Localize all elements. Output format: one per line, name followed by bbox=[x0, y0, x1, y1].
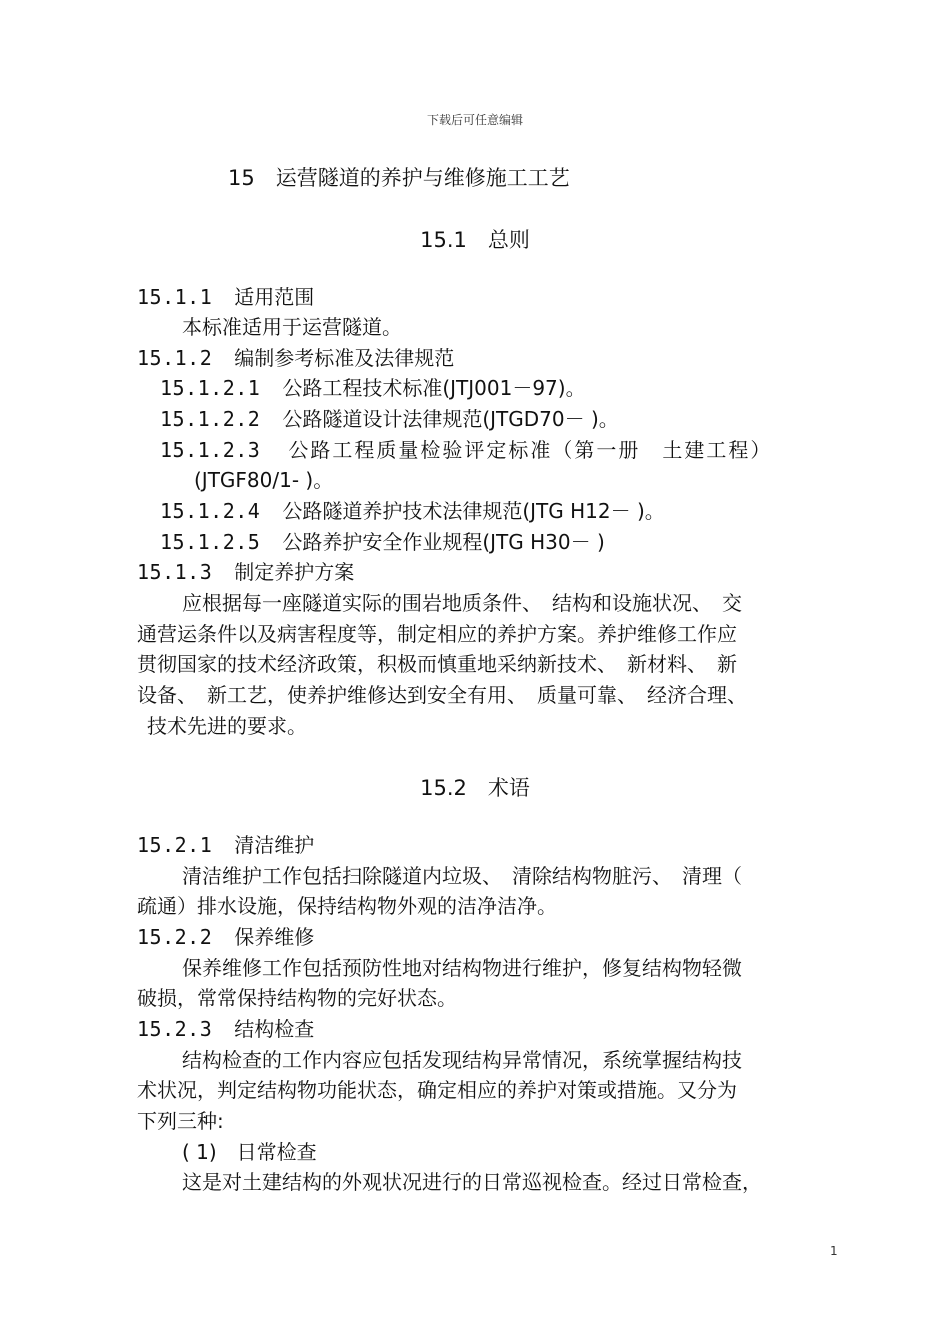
list-item bbox=[160, 437, 772, 463]
item-number: 15.1.2.3 bbox=[160, 438, 261, 462]
item-number: 15.1.2.4 bbox=[160, 499, 261, 523]
section-title-15-1: 15.1 总则 bbox=[420, 228, 530, 252]
paragraph-line: 结构检查的工作内容应包括发现结构异常情况，系统掌握结构技 bbox=[182, 1048, 742, 1072]
paragraph-line: 破损，常常保持结构物的完好状态。 bbox=[137, 986, 457, 1010]
page-number: 1 bbox=[830, 1244, 838, 1258]
item-text: 公路工程技术标准(JTJ001－97)。 bbox=[282, 376, 586, 400]
paragraph-line: 保养维修工作包括预防性地对结构物进行维护，修复结构物轻微 bbox=[182, 956, 742, 980]
clause-15-1-3 bbox=[137, 559, 354, 585]
clause-title: 适用范围 bbox=[234, 285, 315, 309]
paragraph-line: 清洁维护工作包括扫除隧道内垃圾、 清除结构物脏污、 清理（ bbox=[182, 864, 742, 888]
item-text: 公路工程质量检验评定标准（第一册 土建工程） bbox=[288, 438, 773, 462]
paragraph-line: 应根据每一座隧道实际的围岩地质条件、 结构和设施状况、 交 bbox=[182, 591, 742, 615]
paragraph-line: 疏通）排水设施，保持结构物外观的洁净洁净。 bbox=[137, 894, 557, 918]
clause-number: 15.2.1 bbox=[137, 833, 213, 857]
item-text: 公路养护安全作业规程(JTG H30－ ) bbox=[282, 530, 605, 554]
clause-title: 结构检查 bbox=[234, 1017, 315, 1041]
paragraph-line: 这是对土建结构的外观状况进行的日常巡视检查。经过日常检查， bbox=[182, 1170, 762, 1194]
clause-number: 15.2.3 bbox=[137, 1017, 213, 1041]
chapter-title: 15 运营隧道的养护与维修施工工艺 bbox=[228, 166, 570, 190]
clause-number: 15.1.2 bbox=[137, 346, 213, 370]
clause-number: 15.1.1 bbox=[137, 285, 213, 309]
list-item bbox=[160, 375, 586, 401]
clause-15-1-2 bbox=[137, 345, 454, 371]
clause-title: 制定养护方案 bbox=[234, 560, 355, 584]
clause-title: 编制参考标准及法律规范 bbox=[234, 346, 455, 370]
item-number: 15.1.2.5 bbox=[160, 530, 261, 554]
paragraph-line: 通营运条件以及病害程度等，制定相应的养护方案。养护维修工作应 bbox=[137, 622, 737, 646]
list-item bbox=[160, 498, 665, 524]
paragraph-line: 术状况，判定结构物功能状态，确定相应的养护对策或措施。又分为 bbox=[137, 1078, 737, 1102]
clause-number: 15.1.3 bbox=[137, 560, 213, 584]
clause-15-2-1 bbox=[137, 832, 314, 858]
paragraph-line: 本标准适用于运营隧道。 bbox=[182, 315, 402, 339]
paragraph-line: 技术先进的要求。 bbox=[147, 714, 307, 738]
item-text: 公路隧道养护技术法律规范(JTG H12－ )。 bbox=[282, 499, 665, 523]
item-number: 15.1.2.2 bbox=[160, 407, 261, 431]
subsection-title: ( 1) 日常检查 bbox=[182, 1140, 317, 1164]
section-title-15-2: 15.2 术语 bbox=[420, 776, 530, 800]
clause-number: 15.2.2 bbox=[137, 925, 213, 949]
header-note: 下载后可任意编辑 bbox=[426, 113, 523, 127]
paragraph-line: 下列三种: bbox=[137, 1109, 224, 1133]
clause-15-1-1 bbox=[137, 284, 314, 310]
clause-15-2-2 bbox=[137, 924, 314, 950]
item-number: 15.1.2.1 bbox=[160, 376, 261, 400]
paragraph-line: 贯彻国家的技术经济政策，积极而慎重地采纳新技术、 新材料、 新 bbox=[137, 652, 737, 676]
list-item bbox=[160, 529, 605, 555]
paragraph-line: 设备、 新工艺，使养护维修达到安全有用、 质量可靠、 经济合理、 bbox=[137, 683, 747, 707]
clause-15-2-3 bbox=[137, 1016, 314, 1042]
list-item-continued: (JTGF80/1- )。 bbox=[194, 468, 334, 492]
list-item bbox=[160, 406, 619, 432]
item-text: 公路隧道设计法律规范(JTGD70－ )。 bbox=[282, 407, 619, 431]
clause-title: 清洁维护 bbox=[234, 833, 315, 857]
clause-title: 保养维修 bbox=[234, 925, 315, 949]
